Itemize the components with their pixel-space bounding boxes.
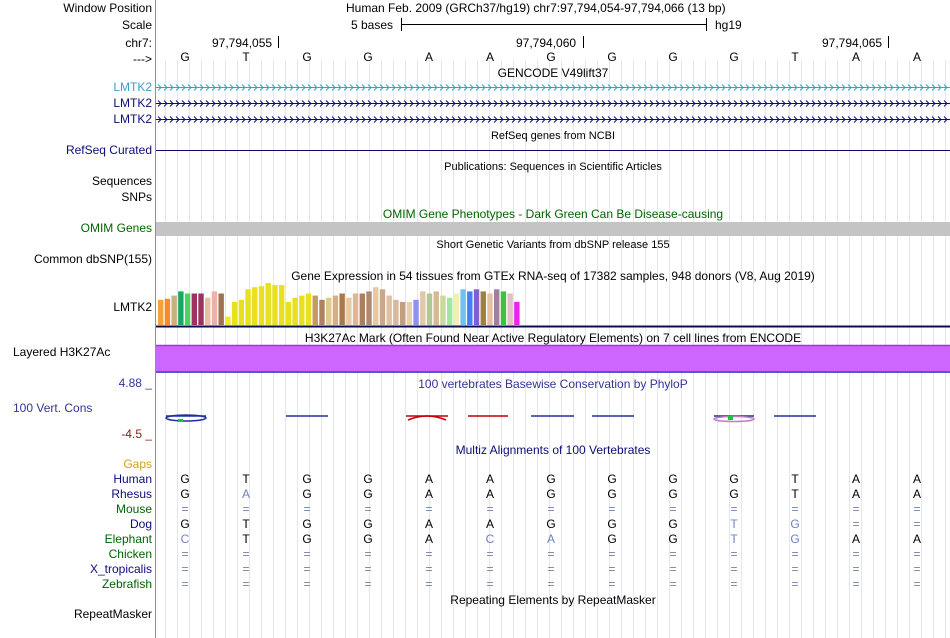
alignment-base: A [424,532,434,546]
repeatmasker-label[interactable]: RepeatMasker [73,607,152,621]
alignment-base: G [607,487,617,501]
alignment-base: = [547,547,555,561]
gtex-tissue-bar [407,302,412,325]
gtex-title: Gene Expression in 54 tissues from GTEx RNA-seq of 17382 samples, 948 donors (V8, Aug 2019) [291,269,815,283]
species-label-elephant: Elephant [104,532,152,546]
gtex-tissue-bar [440,296,445,325]
alignment-base: A [851,532,861,546]
pubs-snps-label[interactable]: SNPs [121,190,152,204]
gtex-tissue-bar [494,289,499,325]
gencode-item-1-label[interactable]: LMTK2 [113,80,152,94]
gtex-tissue-bar [218,294,223,326]
gtex-tissue-bar [259,286,264,325]
gtex-tissue-bar [514,302,519,325]
alignment-base: = [913,547,921,561]
base-13: A [912,50,922,64]
refseq-label[interactable]: RefSeq Curated [65,143,152,157]
alignment-base: = [730,547,738,561]
alignment-base: = [242,577,250,591]
alignment-base: = [364,562,372,576]
alignment-base: = [852,502,860,516]
dbsnp-label[interactable]: Common dbSNP(155) [33,252,152,266]
gencode-title: GENCODE V49lift37 [497,66,609,80]
gtex-tissue-bar [205,298,210,325]
alignment-base: = [242,562,250,576]
alignment-base: = [547,502,555,516]
gtex-tissue-bar [427,294,432,326]
assembly-label: hg19 [715,18,742,32]
alignment-base: C [485,532,495,546]
alignment-base: G [363,472,373,486]
gtex-label[interactable]: LMTK2 [113,300,152,314]
chrom-label: chr7: [125,36,152,50]
species-label-zebrafish: Zebrafish [101,577,152,591]
gtex-tissue-bar [507,294,512,326]
pubs-title: Publications: Sequences in Scientific Articles [444,161,662,173]
alignment-base: G [790,532,800,546]
pubs-sequences-label[interactable]: Sequences [91,174,152,188]
phylop-score-mark [178,419,183,422]
gtex-tissue-bar [252,287,257,325]
alignment-base: = [791,577,799,591]
alignment-base: G [180,517,190,531]
alignment-base: A [912,532,922,546]
alignment-base: T [730,517,738,531]
gencode-item-2-label[interactable]: LMTK2 [113,96,152,110]
alignment-base: T [791,487,799,501]
gtex-tissue-bar [380,289,385,325]
alignment-base: T [242,517,250,531]
alignment-base: A [424,487,434,501]
gtex-tissue-bar [319,300,324,325]
window-position-label: Window Position [63,1,152,15]
alignment-base: = [608,502,616,516]
gtex-tissue-bar [434,291,439,325]
alignment-base: = [730,502,738,516]
gtex-tissue-bar [239,300,244,325]
alignment-base: G [302,487,312,501]
alignment-base: = [547,562,555,576]
gaps-label: Gaps [123,457,152,471]
dbsnp-title: Short Genetic Variants from dbSNP release 155 [436,239,670,251]
window-position-text: Human Feb. 2009 (GRCh37/hg19) chr7:97,794,054-97,794,066 (13 bp) [346,1,726,15]
alignment-base: G [546,472,556,486]
alignment-base: = [181,547,189,561]
gtex-tissue-bar [313,296,318,325]
omim-gene-bar [156,222,950,236]
alignment-base: G [180,487,190,501]
gtex-tissue-bar [198,294,203,326]
alignment-base: = [303,577,311,591]
alignment-base: G [302,472,312,486]
base-4: G [363,50,373,64]
base-2: T [242,50,250,64]
strand-label: ---> [133,52,152,66]
gtex-tissue-bar [266,283,271,325]
alignment-base: = [608,547,616,561]
alignment-base: = [181,562,189,576]
alignment-base: A [485,472,495,486]
alignment-base: = [364,547,372,561]
alignment-base: = [608,562,616,576]
phylop-label[interactable]: 100 Vert. Cons [13,401,93,415]
gtex-tissue-bar [333,296,338,325]
scale-label: Scale [121,18,152,32]
gtex-tissue-bar [413,300,418,325]
alignment-base: A [241,487,251,501]
alignment-base: G [363,532,373,546]
alignment-base: G [668,472,678,486]
phylop-score-mark [728,416,733,420]
base-7: G [546,50,556,64]
gtex-tissue-bar [346,298,351,325]
alignment-base: G [546,487,556,501]
gtex-tissue-bar [306,294,311,326]
alignment-base: C [180,532,190,546]
phylop-score-mark [714,417,754,422]
gtex-tissue-bar [245,289,250,325]
base-9: G [668,50,678,64]
alignment-base: = [425,547,433,561]
alignment-base: G [668,517,678,531]
alignment-base: G [363,487,373,501]
alignment-base: = [425,562,433,576]
alignment-base: T [242,472,250,486]
gtex-tissue-bar [366,291,371,325]
alignment-base: = [669,547,677,561]
alignment-base: G [668,487,678,501]
alignment-base: G [546,517,556,531]
alignment-base: = [242,547,250,561]
gtex-tissue-bar [178,291,183,325]
alignment-base: G [302,532,312,546]
alignment-base: = [303,502,311,516]
alignment-base: = [669,562,677,576]
gtex-tissue-bar [292,298,297,325]
gtex-tissue-bar [373,287,378,325]
alignment-base: = [425,577,433,591]
alignment-base: = [913,517,921,531]
gtex-tissue-bar [360,294,365,326]
gtex-tissue-bar [487,294,492,326]
alignment-base: = [486,547,494,561]
gtex-tissue-bar [192,294,197,326]
alignment-base: = [791,502,799,516]
gencode-item-3-label[interactable]: LMTK2 [113,112,152,126]
omim-label[interactable]: OMIM Genes [80,221,152,235]
alignment-base: = [364,502,372,516]
base-5: A [424,50,434,64]
alignment-base: = [486,577,494,591]
alignment-base: A [912,487,922,501]
gtex-tissue-bar [400,302,405,325]
alignment-base: = [913,562,921,576]
alignment-base: A [424,472,434,486]
gtex-tissue-bar [158,300,163,325]
alignment-base: G [607,472,617,486]
gtex-tissue-bar [279,285,284,325]
alignment-base: A [546,532,556,546]
gtex-tissue-bar [454,294,459,326]
phylop-min-label: -4.5 _ [121,427,152,441]
alignment-base: G [607,517,617,531]
multiz-title: Multiz Alignments of 100 Vertebrates [455,443,651,457]
refseq-title: RefSeq genes from NCBI [490,130,616,142]
scale-bar-label: 5 bases [351,18,394,32]
gtex-tissue-bar [225,317,230,325]
alignment-base: A [485,487,495,501]
alignment-base: G [668,532,678,546]
track-data-area[interactable] [156,0,950,638]
gtex-tissue-bar [171,296,176,325]
alignment-base: = [791,547,799,561]
gtex-tissue-bar [474,289,479,325]
alignment-base: G [607,532,617,546]
gtex-tissue-bar [393,300,398,325]
alignment-base: = [852,547,860,561]
species-label-rhesus: Rhesus [111,487,152,501]
species-label-dog: Dog [129,517,152,531]
ruler-position-3: 97,794,065 [822,36,883,50]
alignment-base: G [729,472,739,486]
gtex-tissue-bar [386,296,391,325]
alignment-base: = [486,562,494,576]
alignment-base: A [424,517,434,531]
gtex-tissue-bar [447,298,452,325]
alignment-base: = [852,562,860,576]
alignment-base: G [790,517,800,531]
omim-title: OMIM Gene Phenotypes - Dark Green Can Be Disease-causing [382,207,724,221]
gtex-tissue-bar [165,299,170,325]
alignment-base: G [180,472,190,486]
base-8: G [607,50,617,64]
base-10: G [729,50,739,64]
alignment-base: = [425,502,433,516]
alignment-base: = [242,502,250,516]
alignment-base: = [852,577,860,591]
alignment-base: = [913,502,921,516]
base-12: A [851,50,861,64]
gtex-tissue-bar [339,294,344,326]
ruler-position-2: 97,794,060 [516,36,577,50]
ruler-position-1: 97,794,055 [212,36,273,50]
alignment-base: = [791,562,799,576]
species-label-x_tropicalis: X_tropicalis [89,562,152,576]
alignment-base: = [181,502,189,516]
phylop-max-label: 4.88 _ [118,376,152,390]
alignment-base: = [303,562,311,576]
gtex-tissue-bar [501,291,506,325]
alignment-base: A [485,517,495,531]
alignment-base: = [181,577,189,591]
base-6: A [485,50,495,64]
alignment-base: = [547,577,555,591]
gtex-tissue-bar [299,296,304,325]
alignment-base: = [486,502,494,516]
gtex-tissue-bar [326,298,331,325]
alignment-base: A [851,472,861,486]
alignment-base: G [363,517,373,531]
alignment-base: A [851,487,861,501]
gtex-tissue-bar [212,291,217,325]
alignment-base: = [730,562,738,576]
gtex-tissue-bar [460,289,465,325]
gtex-tissue-bar [286,302,291,325]
species-label-human: Human [113,472,152,486]
alignment-base: = [669,577,677,591]
alignment-base: T [730,532,738,546]
gtex-tissue-bar [420,291,425,325]
alignment-base: G [302,517,312,531]
h3k27ac-signal [156,345,950,373]
gtex-tissue-bar [467,291,472,325]
species-label-chicken: Chicken [108,547,152,561]
alignment-base: = [913,577,921,591]
alignment-base: T [791,472,799,486]
alignment-base: A [912,472,922,486]
track-labels [0,0,155,638]
alignment-base: = [852,517,860,531]
base-3: G [302,50,312,64]
alignment-base: T [242,532,250,546]
alignment-base: = [364,577,372,591]
alignment-base: = [608,577,616,591]
alignment-base: G [729,487,739,501]
phylop-title: 100 vertebrates Basewise Conservation by PhyloP [418,377,688,391]
base-11: T [791,50,799,64]
alignment-base: = [730,577,738,591]
gtex-tissue-bar [481,291,486,325]
h3k27ac-label[interactable]: Layered H3K27Ac [13,345,111,359]
base-1: G [180,50,190,64]
species-label-mouse: Mouse [115,502,152,516]
alignment-base: = [669,502,677,516]
gtex-tissue-bar [272,285,277,325]
gtex-tissue-bar [232,302,237,325]
repeatmasker-title: Repeating Elements by RepeatMasker [450,593,656,607]
h3k27ac-title: H3K27Ac Mark (Often Found Near Active Regulatory Elements) on 7 cell lines from ENCODE [304,331,802,345]
gtex-tissue-bar [185,294,190,326]
alignment-base: = [303,547,311,561]
gtex-tissue-bar [353,294,358,326]
